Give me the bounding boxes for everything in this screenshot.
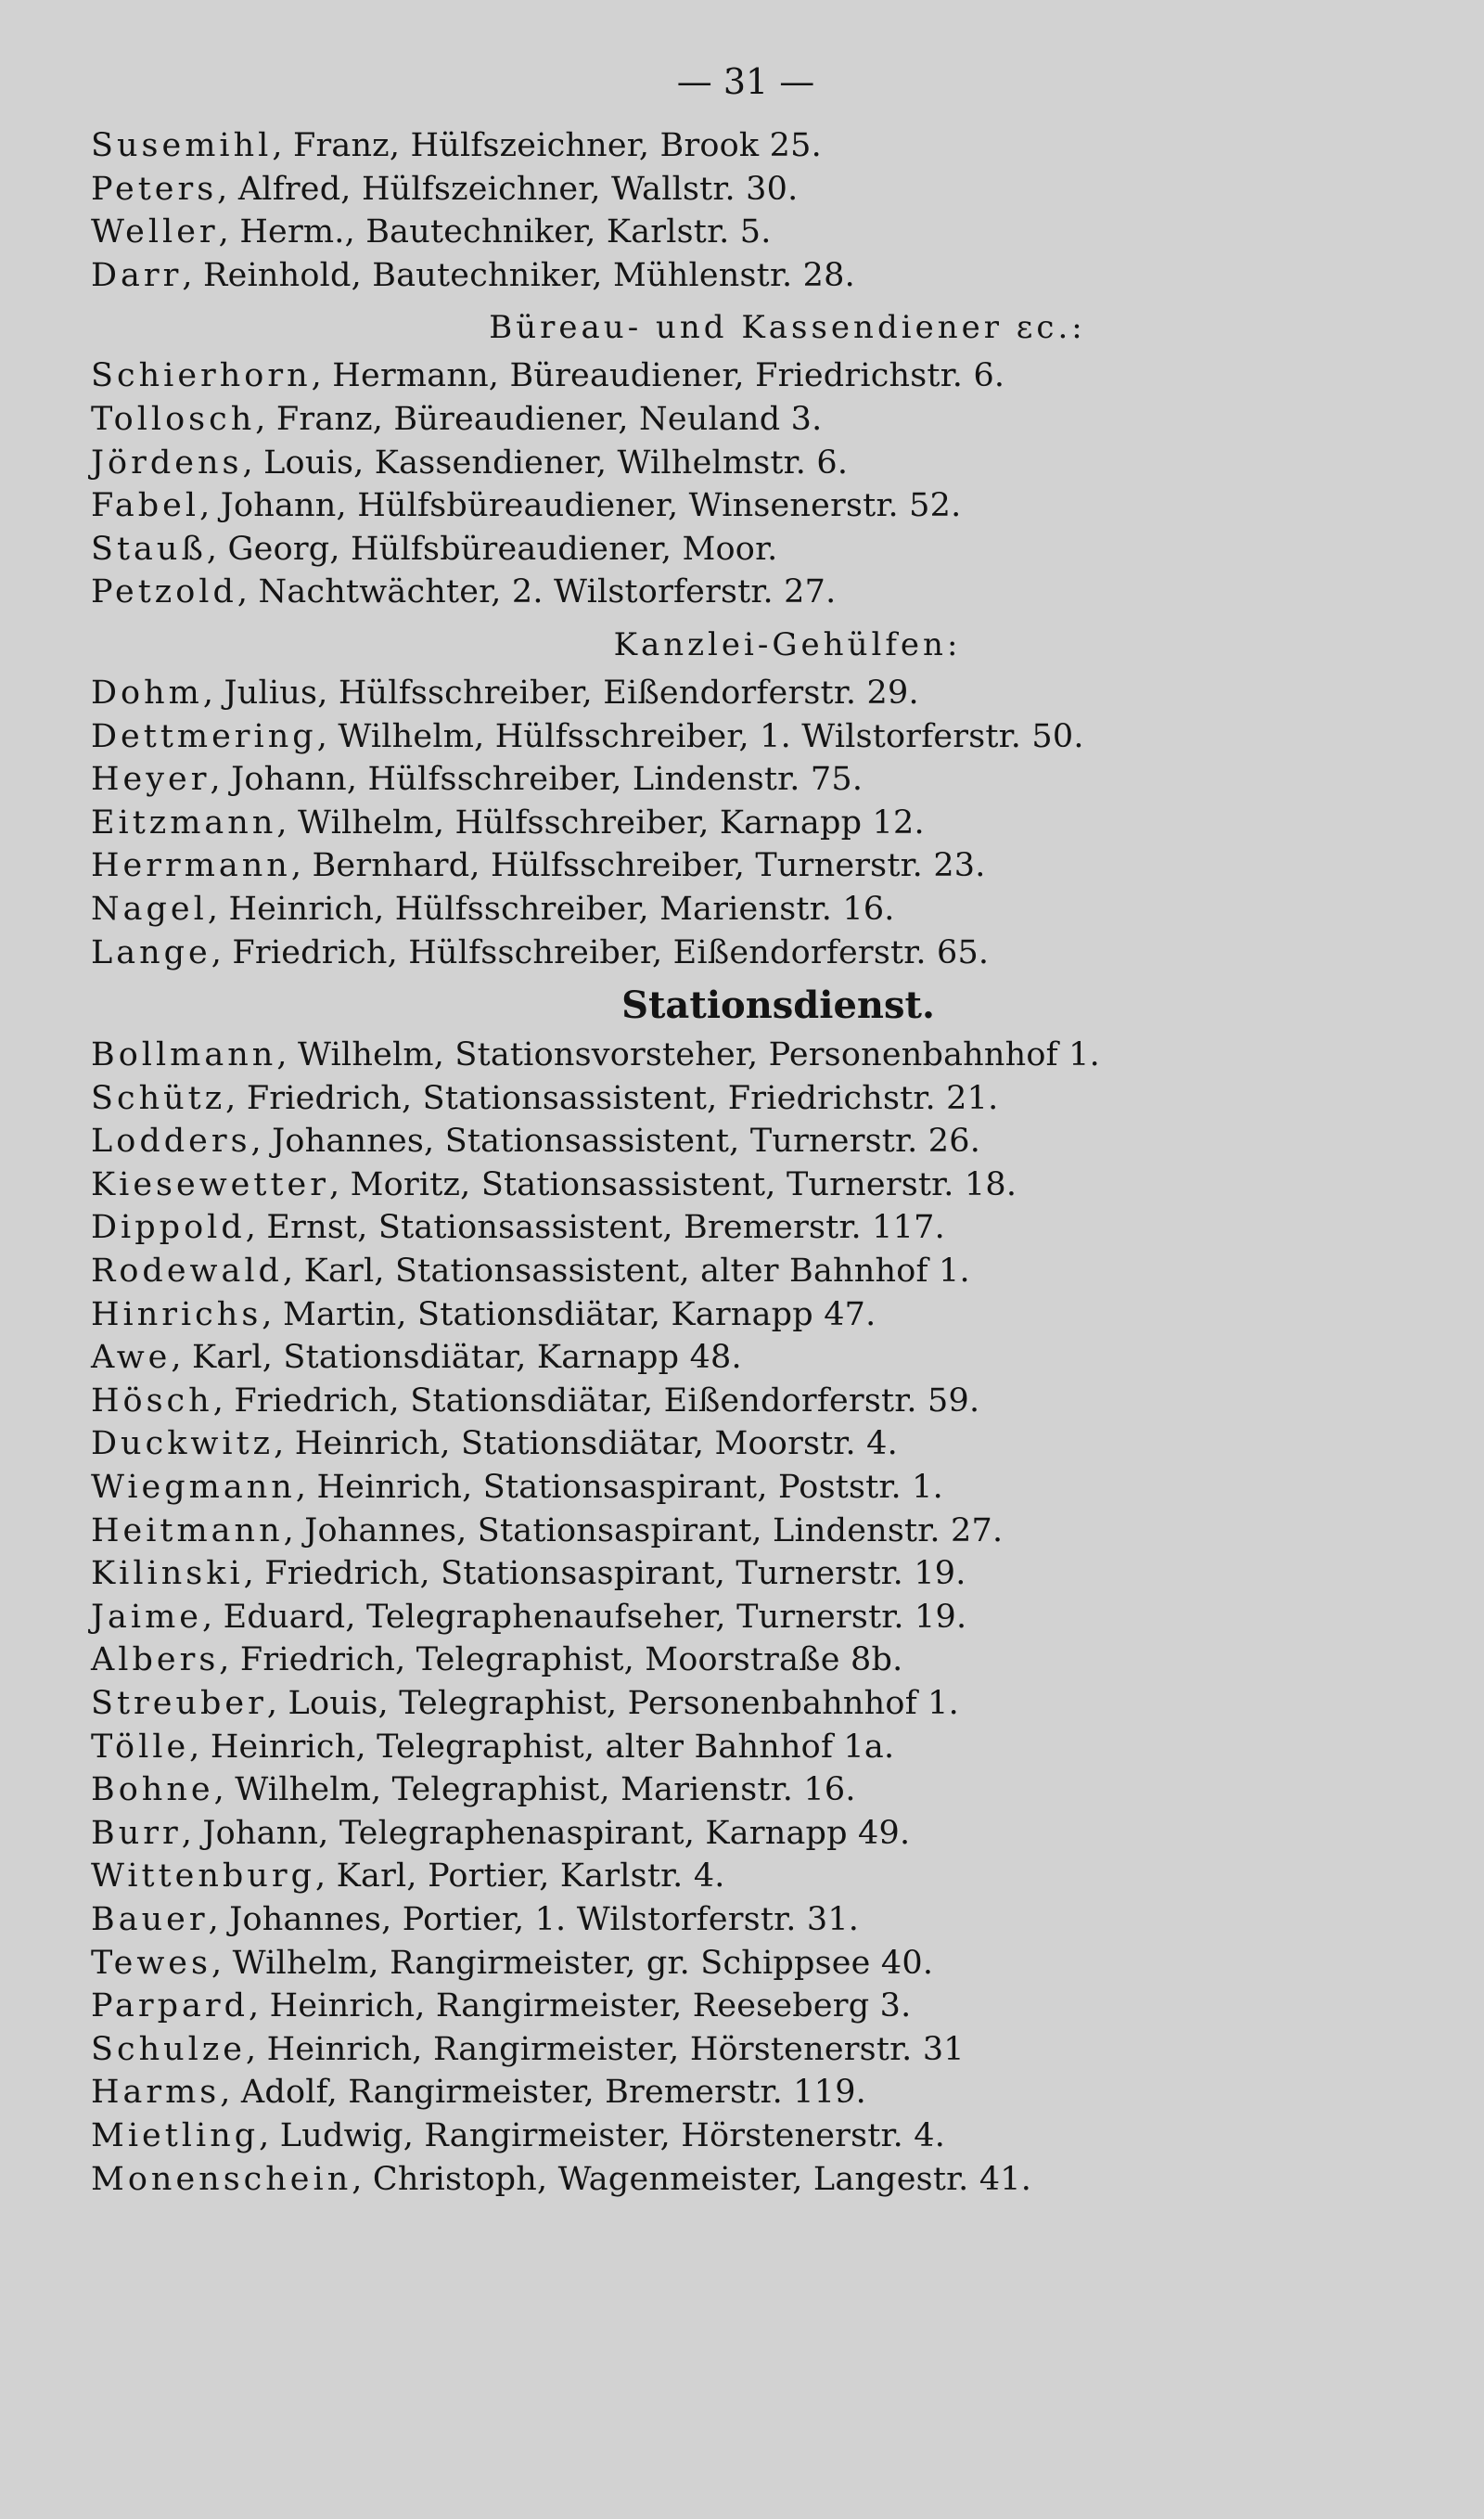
entry-surname: Jaime: [91, 1598, 202, 1636]
entry-surname: Duckwitz: [91, 1425, 275, 1463]
directory-entry: [91, 1682, 1428, 1726]
entry-details: , Johannes, Portier, 1. Wilstorferstr. 31.: [208, 1900, 860, 1938]
entry-surname: Herrmann: [91, 847, 291, 885]
directory-entry: [91, 1206, 1428, 1250]
entry-surname: Albers: [91, 1641, 220, 1679]
entry-surname: Darr: [91, 256, 183, 294]
entry-surname: Petzold: [91, 573, 237, 611]
entry-details: , Wilhelm, Rangirmeister, gr. Schippsee 40.: [211, 1944, 934, 1982]
entry-details: , Heinrich, Rangirmeister, Hörstenerstr. 31: [246, 2030, 965, 2068]
entry-surname: Wittenburg: [91, 1857, 316, 1896]
entry-details: , Wilhelm, Hülfsschreiber, 1. Wilstorferstr. 50.: [316, 717, 1084, 755]
entry-details: , Georg, Hülfsbüreaudiener, Moor.: [206, 530, 778, 568]
directory-entry: [91, 1639, 1428, 1682]
directory-entry: [91, 672, 1428, 715]
directory-entry: [91, 2158, 1428, 2202]
entry-details: , Friedrich, Hülfsschreiber, Eißendorferstr. 65.: [211, 933, 990, 971]
entry-surname: Lange: [91, 933, 211, 971]
entry-details: , Friedrich, Telegraphist, Moorstraße 8b.: [219, 1641, 903, 1679]
entry-surname: Monenschein: [91, 2160, 352, 2198]
section-heading: Büreau- und Kassendiener ɛc.:: [489, 309, 1086, 347]
entry-surname: Dohm: [91, 674, 203, 712]
entry-surname: Harms: [91, 2074, 221, 2112]
directory-entry: [91, 398, 1428, 442]
entry-details: , Herm., Bautechniker, Karlstr. 5.: [218, 213, 772, 251]
entry-surname: Schulze: [91, 2030, 247, 2068]
entry-details: , Heinrich, Stationsdiätar, Moorstr. 4.: [274, 1425, 898, 1463]
entry-details: , Adolf, Rangirmeister, Bremerstr. 119.: [220, 2074, 866, 2112]
entry-details: , Wilhelm, Telegraphist, Marienstr. 16.: [213, 1771, 856, 1809]
directory-entry: [91, 1596, 1428, 1639]
directory-entry: [91, 932, 1428, 975]
directory-entry: [91, 1380, 1428, 1423]
entry-surname: Susemihl: [91, 127, 273, 164]
entry-details: , Moritz, Stationsassistent, Turnerstr. 18.: [328, 1165, 1017, 1203]
entry-details: , Eduard, Telegraphenaufseher, Turnerstr. 19.: [202, 1598, 967, 1636]
entry-details: , Johann, Hülfsschreiber, Lindenstr. 75.: [210, 761, 864, 799]
directory-entry: [91, 528, 1428, 572]
directory-entry: [91, 1855, 1428, 1898]
entry-details: , Martin, Stationsdiätar, Karnapp 47.: [262, 1295, 876, 1333]
directory-entry: [91, 2071, 1428, 2114]
entry-surname: Bauer: [91, 1900, 209, 1938]
entry-surname: Eitzmann: [91, 803, 277, 842]
entry-surname: Kilinski: [91, 1555, 244, 1593]
entry-details: , Bernhard, Hülfsschreiber, Turnerstr. 23.: [290, 847, 986, 885]
entry-surname: Wiegmann: [91, 1469, 296, 1507]
entry-surname: Hinrichs: [91, 1295, 262, 1333]
directory-entry: [91, 571, 1428, 614]
entry-details: , Louis, Telegraphist, Personenbahnhof 1.: [266, 1685, 959, 1722]
directory-entry: [91, 758, 1428, 802]
directory-entry: [91, 1812, 1428, 1856]
page-number: — 31 —: [676, 61, 815, 102]
entry-surname: Tewes: [91, 1944, 211, 1982]
entry-surname: Dippold: [91, 1209, 246, 1247]
entry-surname: Awe: [91, 1339, 172, 1377]
entry-details: , Karl, Stationsassistent, alter Bahnhof 1.: [282, 1253, 970, 1291]
section-title: Stationsdienst.: [621, 983, 935, 1028]
directory-entry: [91, 1293, 1428, 1337]
entry-surname: Burr: [91, 1814, 182, 1852]
entry-surname: Lodders: [91, 1123, 251, 1161]
directory-entry: [91, 484, 1428, 528]
directory-entry: [91, 1422, 1428, 1466]
directory-entry: [91, 1336, 1428, 1380]
directory-entry: [91, 1552, 1428, 1596]
directory-entry: [91, 354, 1428, 398]
entry-surname: Tölle: [91, 1728, 190, 1766]
entry-details: , Franz, Hülfszeichner, Brook 25.: [272, 127, 822, 164]
entry-surname: Hösch: [91, 1382, 213, 1420]
entry-details: , Ernst, Stationsassistent, Bremerstr. 117.: [245, 1209, 945, 1247]
entry-surname: Bohne: [91, 1771, 214, 1809]
directory-entry: [91, 1510, 1428, 1553]
entry-surname: Nagel: [91, 890, 208, 928]
entry-surname: Schütz: [91, 1079, 226, 1117]
entry-details: , Wilhelm, Stationsvorsteher, Personenbahnhof 1.: [276, 1036, 1100, 1074]
entry-details: , Friedrich, Stationsaspirant, Turnerstr. 19.: [243, 1555, 966, 1593]
directory-entry: [91, 124, 1428, 168]
directory-entry: [91, 442, 1428, 485]
directory-entry: [91, 1034, 1428, 1077]
entry-surname: Tollosch: [91, 400, 256, 438]
section-heading: Kanzlei-Gehülfen:: [613, 625, 962, 663]
directory-entry: [91, 1768, 1428, 1812]
entry-surname: Fabel: [91, 487, 200, 525]
directory-entry: [91, 1726, 1428, 1769]
entry-surname: Schierhorn: [91, 357, 312, 395]
entry-surname: Heitmann: [91, 1511, 284, 1549]
directory-entry: [91, 254, 1428, 298]
directory-entry: [91, 2114, 1428, 2158]
entry-details: , Hermann, Büreaudiener, Friedrichstr. 6.: [311, 357, 1005, 395]
entry-surname: Parpard: [91, 1987, 249, 2025]
entry-details: , Reinhold, Bautechniker, Mühlenstr. 28.: [182, 256, 855, 294]
entry-surname: Bollmann: [91, 1036, 277, 1074]
directory-entry: [91, 168, 1428, 212]
directory-entry: [91, 1250, 1428, 1293]
entry-details: , Nachtwächter, 2. Wilstorferstr. 27.: [237, 573, 837, 611]
directory-entry: [91, 1985, 1428, 2028]
entry-details: , Karl, Portier, Karlstr. 4.: [315, 1857, 725, 1896]
entry-details: , Heinrich, Hülfsschreiber, Marienstr. 16.: [207, 890, 895, 928]
directory-entry: [91, 1466, 1428, 1510]
directory-entry: [91, 844, 1428, 888]
directory-entry: [91, 211, 1428, 254]
directory-entry: [91, 715, 1428, 759]
entry-details: , Friedrich, Stationsdiätar, Eißendorferstr. 59.: [212, 1382, 980, 1420]
directory-list: [91, 124, 1428, 2201]
entry-surname: Peters: [91, 170, 218, 208]
directory-entry: [91, 1942, 1428, 1986]
entry-details: , Louis, Kassendiener, Wilhelmstr. 6.: [242, 443, 849, 482]
directory-entry: [91, 1120, 1428, 1163]
entry-details: , Heinrich, Telegraphist, alter Bahnhof 1a.: [189, 1728, 895, 1766]
entry-details: , Friedrich, Stationsassistent, Friedrichstr. 21.: [225, 1079, 999, 1117]
directory-entry: [91, 1163, 1428, 1207]
directory-entry: [91, 2028, 1428, 2072]
entry-details: , Johann, Telegraphenaspirant, Karnapp 49.: [181, 1814, 911, 1852]
entry-surname: Jördens: [91, 443, 243, 482]
entry-details: , Johann, Hülfsbüreaudiener, Winsenerstr. 52.: [199, 487, 962, 525]
directory-entry: [91, 888, 1428, 932]
entry-details: , Heinrich, Rangirmeister, Reeseberg 3.: [248, 1987, 912, 2025]
entry-details: , Johannes, Stationsassistent, Turnerstr. 26.: [250, 1123, 981, 1161]
entry-details: , Christoph, Wagenmeister, Langestr. 41.: [352, 2160, 1032, 2198]
entry-details: , Franz, Büreaudiener, Neuland 3.: [255, 400, 823, 438]
entry-surname: Streuber: [91, 1685, 267, 1722]
entry-details: , Julius, Hülfsschreiber, Eißendorferstr. 29.: [202, 674, 919, 712]
entry-surname: Mietling: [91, 2116, 260, 2154]
entry-details: , Alfred, Hülfszeichner, Wallstr. 30.: [217, 170, 799, 208]
entry-details: , Wilhelm, Hülfsschreiber, Karnapp 12.: [276, 803, 925, 842]
entry-details: , Heinrich, Stationsaspirant, Poststr. 1.: [295, 1469, 943, 1507]
entry-details: , Ludwig, Rangirmeister, Hörstenerstr. 4.: [259, 2116, 946, 2154]
entry-surname: Weller: [91, 213, 219, 251]
directory-entry: [91, 1898, 1428, 1942]
entry-surname: Rodewald: [91, 1253, 283, 1291]
entry-surname: Kiesewetter: [91, 1165, 329, 1203]
entry-details: , Karl, Stationsdiätar, Karnapp 48.: [171, 1339, 742, 1377]
directory-entry: [91, 1077, 1428, 1121]
entry-details: , Johannes, Stationsaspirant, Lindenstr. 27.: [283, 1511, 1004, 1549]
entry-surname: Stauß: [91, 530, 207, 568]
entry-surname: Heyer: [91, 761, 211, 799]
entry-surname: Dettmering: [91, 717, 317, 755]
directory-entry: [91, 802, 1428, 845]
